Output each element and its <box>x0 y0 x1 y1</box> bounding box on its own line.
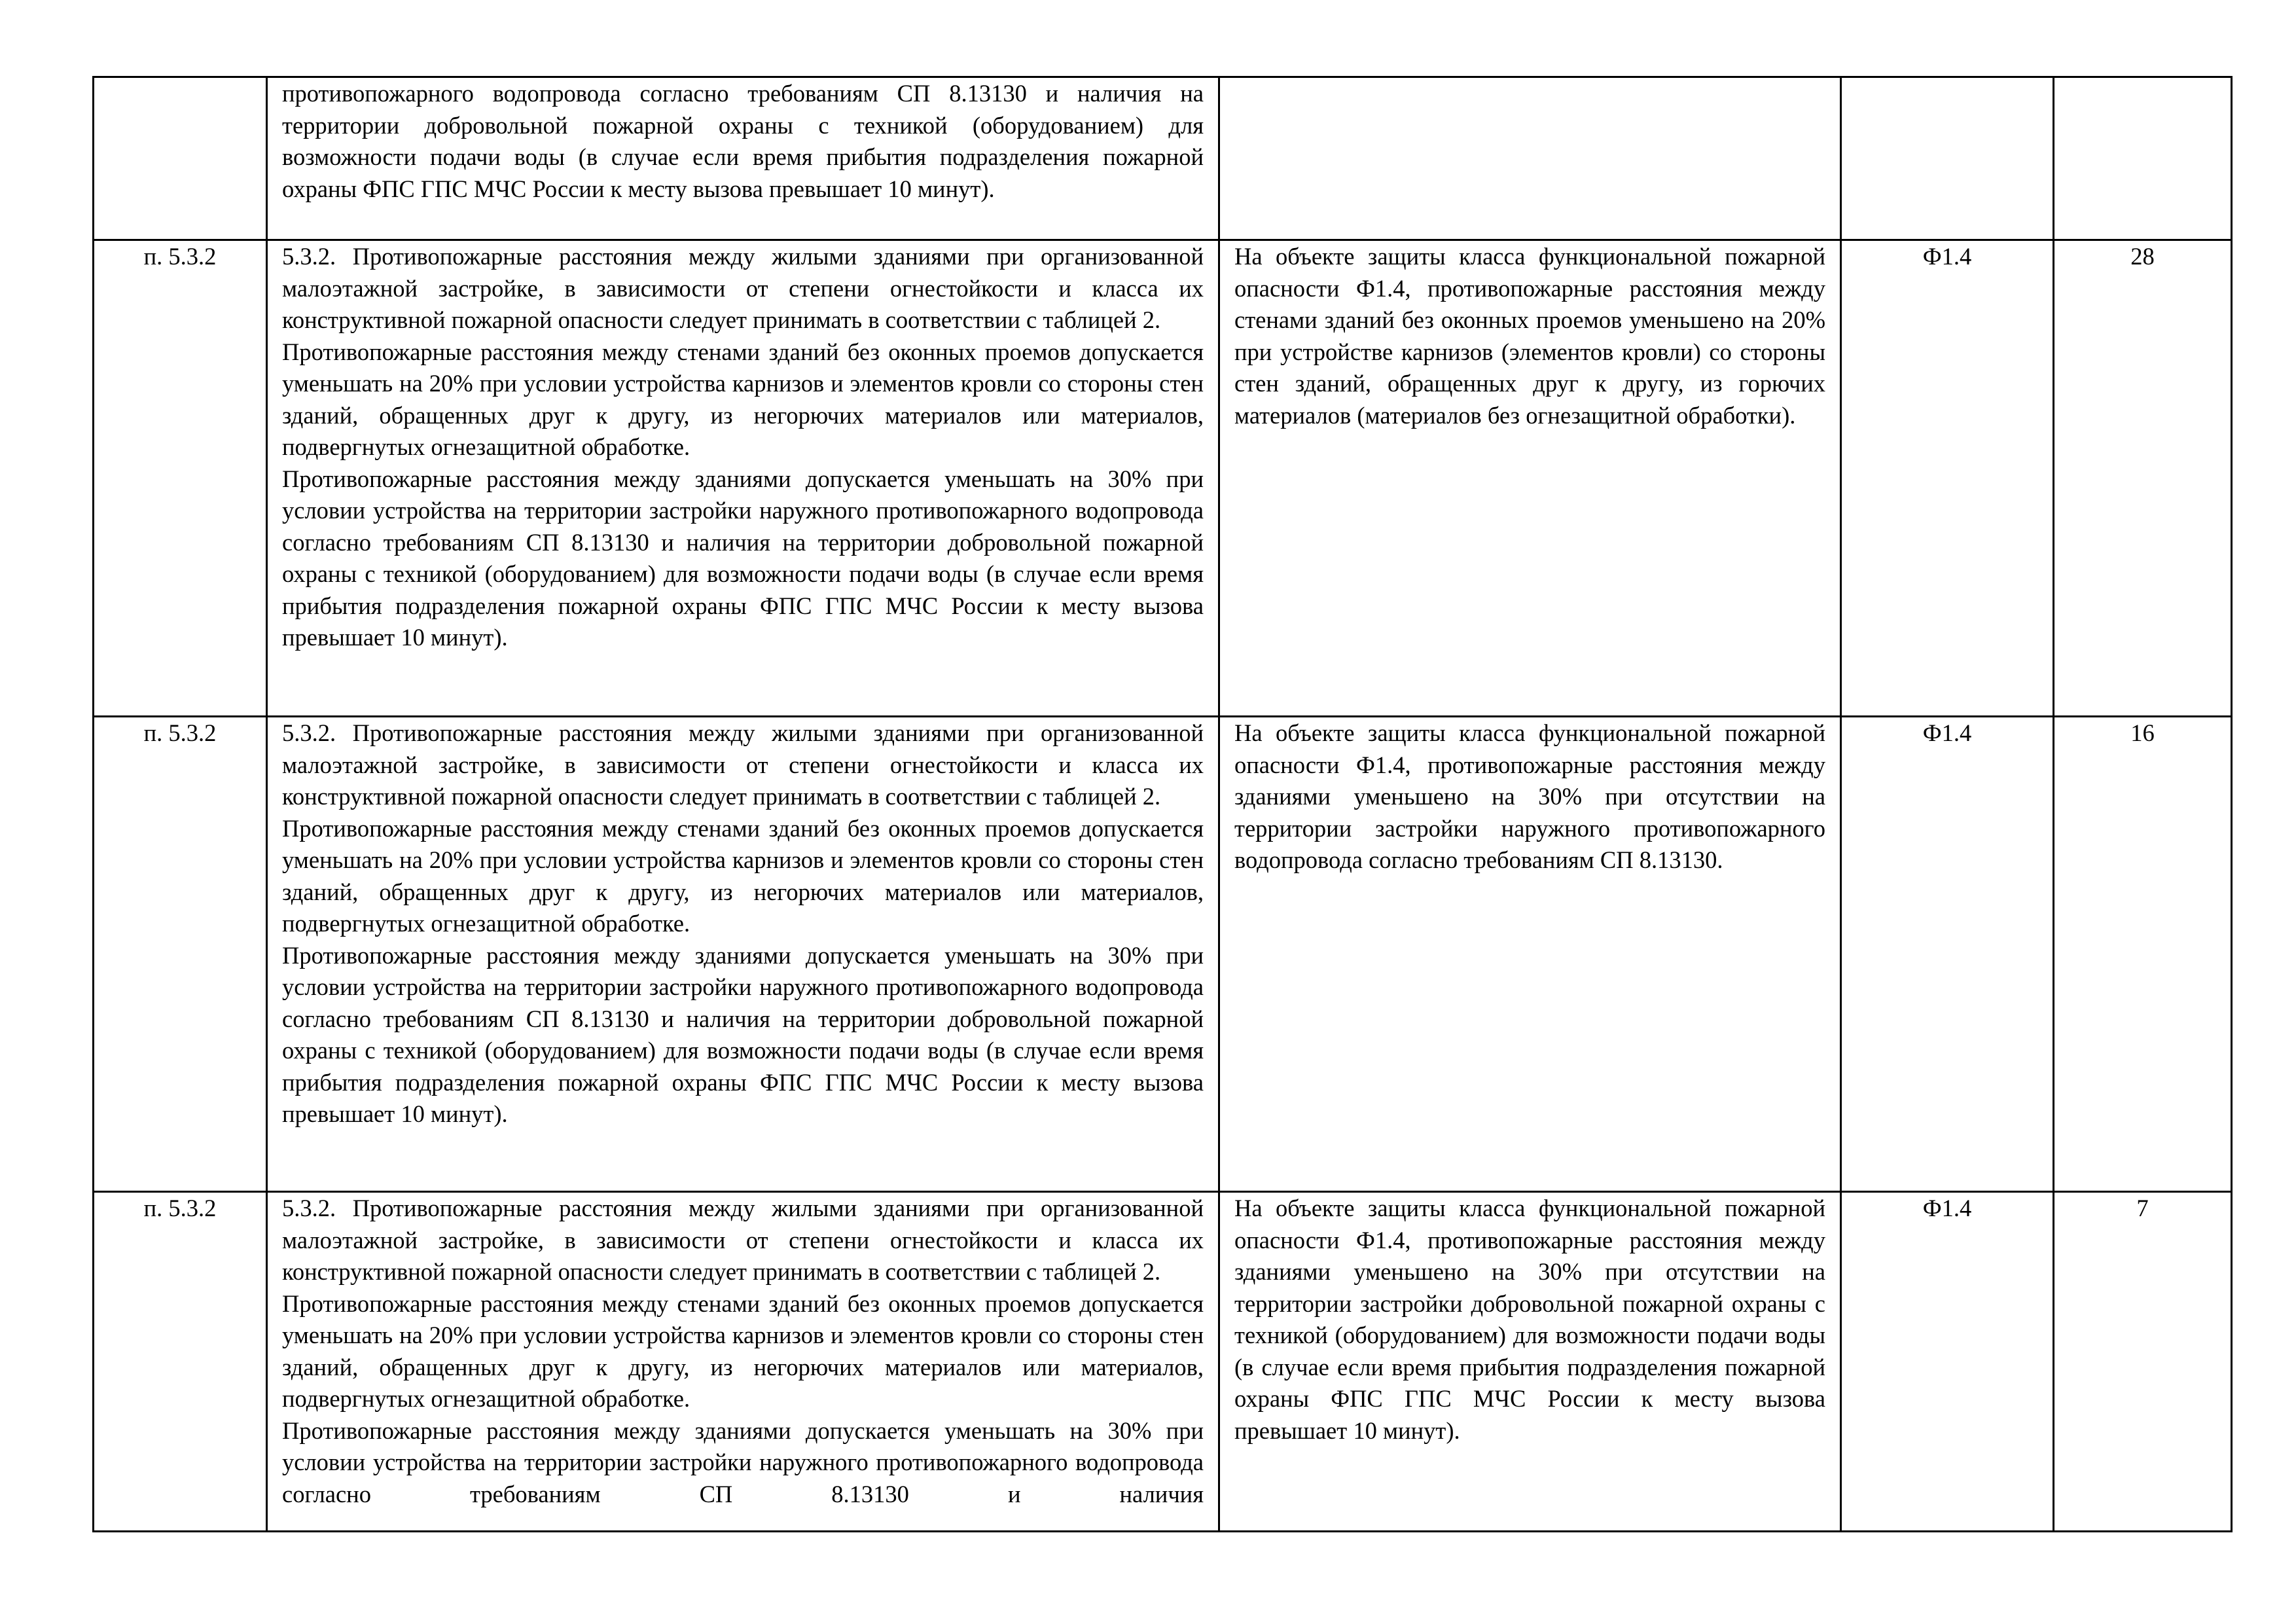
requirement-paragraph: Противопожарные расстояния между зданиями допускается уменьшать на 30% при условии устройства на территории застройки наружного противопожарного водопровода согласно требованиям СП 8.13130 и наличия на территории добровольной пожарной охраны с техникой (оборудованием) для возможности подачи воды (в случае если время прибытия подразделения пожарной охраны ФПС ГПС МЧС России к месту вызова превышает 10 минут). <box>282 941 1204 1127</box>
count-cell: 28 <box>2054 240 2232 717</box>
finding-cell <box>1219 77 1841 240</box>
ref-cell: п. 5.3.2 <box>94 1192 267 1532</box>
table-row <box>94 1192 2232 1532</box>
requirement-paragraph: 5.3.2. Противопожарные расстояния между жилыми зданиями при организованной малоэтажной застройке, в зависимости от степени огнестойкости и класса их конструктивной пожарной опасности следует принимать в соответствии с таблицей 2. <box>282 719 1204 810</box>
requirement-cell <box>267 717 1219 1192</box>
requirement-paragraph: Противопожарные расстояния между зданиями допускается уменьшать на 30% при условии устройства на территории застройки наружного противопожарного водопровода согласно требованиям СП 8.13130 и наличия на территории добровольной пожарной охраны с техникой (оборудованием) для возможности подачи воды (в случае если время прибытия подразделения пожарной охраны ФПС ГПС МЧС России к месту вызова превышает 10 минут). <box>282 465 1204 651</box>
table-row <box>94 717 2232 1192</box>
finding-cell: На объекте защиты класса функциональной пожарной опасности Ф1.4, противопожарные расстояния между зданиями уменьшено на 30% при отсутствии на территории застройки наружного противопожарного водопровода согласно требованиям СП 8.13130. <box>1219 717 1841 1192</box>
class-cell: Ф1.4 <box>1841 1192 2054 1532</box>
requirement-cell <box>267 1192 1219 1532</box>
class-cell: Ф1.4 <box>1841 240 2054 717</box>
requirement-paragraph: Противопожарные расстояния между стенами зданий без оконных проемов допускается уменьшать на 20% при условии устройства карнизов и элементов кровли со стороны стен зданий, обращенных друг к другу, из негорючих материалов или материалов, подвергнутых огнезащитной обработке. <box>282 338 1204 460</box>
requirement-paragraph: противопожарного водопровода согласно требованиям СП 8.13130 и наличия на территории добровольной пожарной охраны с техникой (оборудованием) для возможности подачи воды (в случае если время прибытия подразделения пожарной охраны ФПС ГПС МЧС России к месту вызова превышает 10 минут). <box>282 80 1204 202</box>
requirement-paragraph: Противопожарные расстояния между стенами зданий без оконных проемов допускается уменьшать на 20% при условии устройства карнизов и элементов кровли со стороны стен зданий, обращенных друг к другу, из негорючих материалов или материалов, подвергнутых огнезащитной обработке. <box>282 1290 1204 1412</box>
table-row <box>94 77 2232 240</box>
requirement-paragraph: Противопожарные расстояния между стенами зданий без оконных проемов допускается уменьшать на 20% при условии устройства карнизов и элементов кровли со стороны стен зданий, обращенных друг к другу, из негорючих материалов или материалов, подвергнутых огнезащитной обработке. <box>282 814 1204 937</box>
count-cell: 16 <box>2054 717 2232 1192</box>
count-cell <box>2054 77 2232 240</box>
ref-cell: п. 5.3.2 <box>94 240 267 717</box>
finding-cell: На объекте защиты класса функциональной пожарной опасности Ф1.4, противопожарные расстояния между стенами зданий без оконных проемов уменьшено на 20% при устройстве карнизов (элементов кровли) со стороны стен зданий, обращенных друг к другу, из горючих материалов (материалов без огнезащитной обработки). <box>1219 240 1841 717</box>
count-cell: 7 <box>2054 1192 2232 1532</box>
requirements-table <box>92 76 2233 1532</box>
ref-cell: п. 5.3.2 <box>94 717 267 1192</box>
requirement-paragraph: 5.3.2. Противопожарные расстояния между жилыми зданиями при организованной малоэтажной застройке, в зависимости от степени огнестойкости и класса их конструктивной пожарной опасности следует принимать в соответствии с таблицей 2. <box>282 243 1204 333</box>
requirement-paragraph: Противопожарные расстояния между зданиями допускается уменьшать на 30% при условии устройства на территории застройки наружного противопожарного водопровода согласно требованиям СП 8.13130 и наличия <box>282 1416 1204 1507</box>
class-cell: Ф1.4 <box>1841 717 2054 1192</box>
table-row <box>94 240 2232 717</box>
requirement-cell <box>267 240 1219 717</box>
ref-cell <box>94 77 267 240</box>
finding-cell: На объекте защиты класса функциональной пожарной опасности Ф1.4, противопожарные расстояния между зданиями уменьшено на 30% при отсутствии на территории застройки добровольной пожарной охраны с техникой (оборудованием) для возможности подачи воды (в случае если время прибытия подразделения пожарной охраны ФПС ГПС МЧС России к месту вызова превышает 10 минут). <box>1219 1192 1841 1532</box>
requirement-paragraph: 5.3.2. Противопожарные расстояния между жилыми зданиями при организованной малоэтажной застройке, в зависимости от степени огнестойкости и класса их конструктивной пожарной опасности следует принимать в соответствии с таблицей 2. <box>282 1195 1204 1285</box>
requirement-cell <box>267 77 1219 240</box>
class-cell <box>1841 77 2054 240</box>
